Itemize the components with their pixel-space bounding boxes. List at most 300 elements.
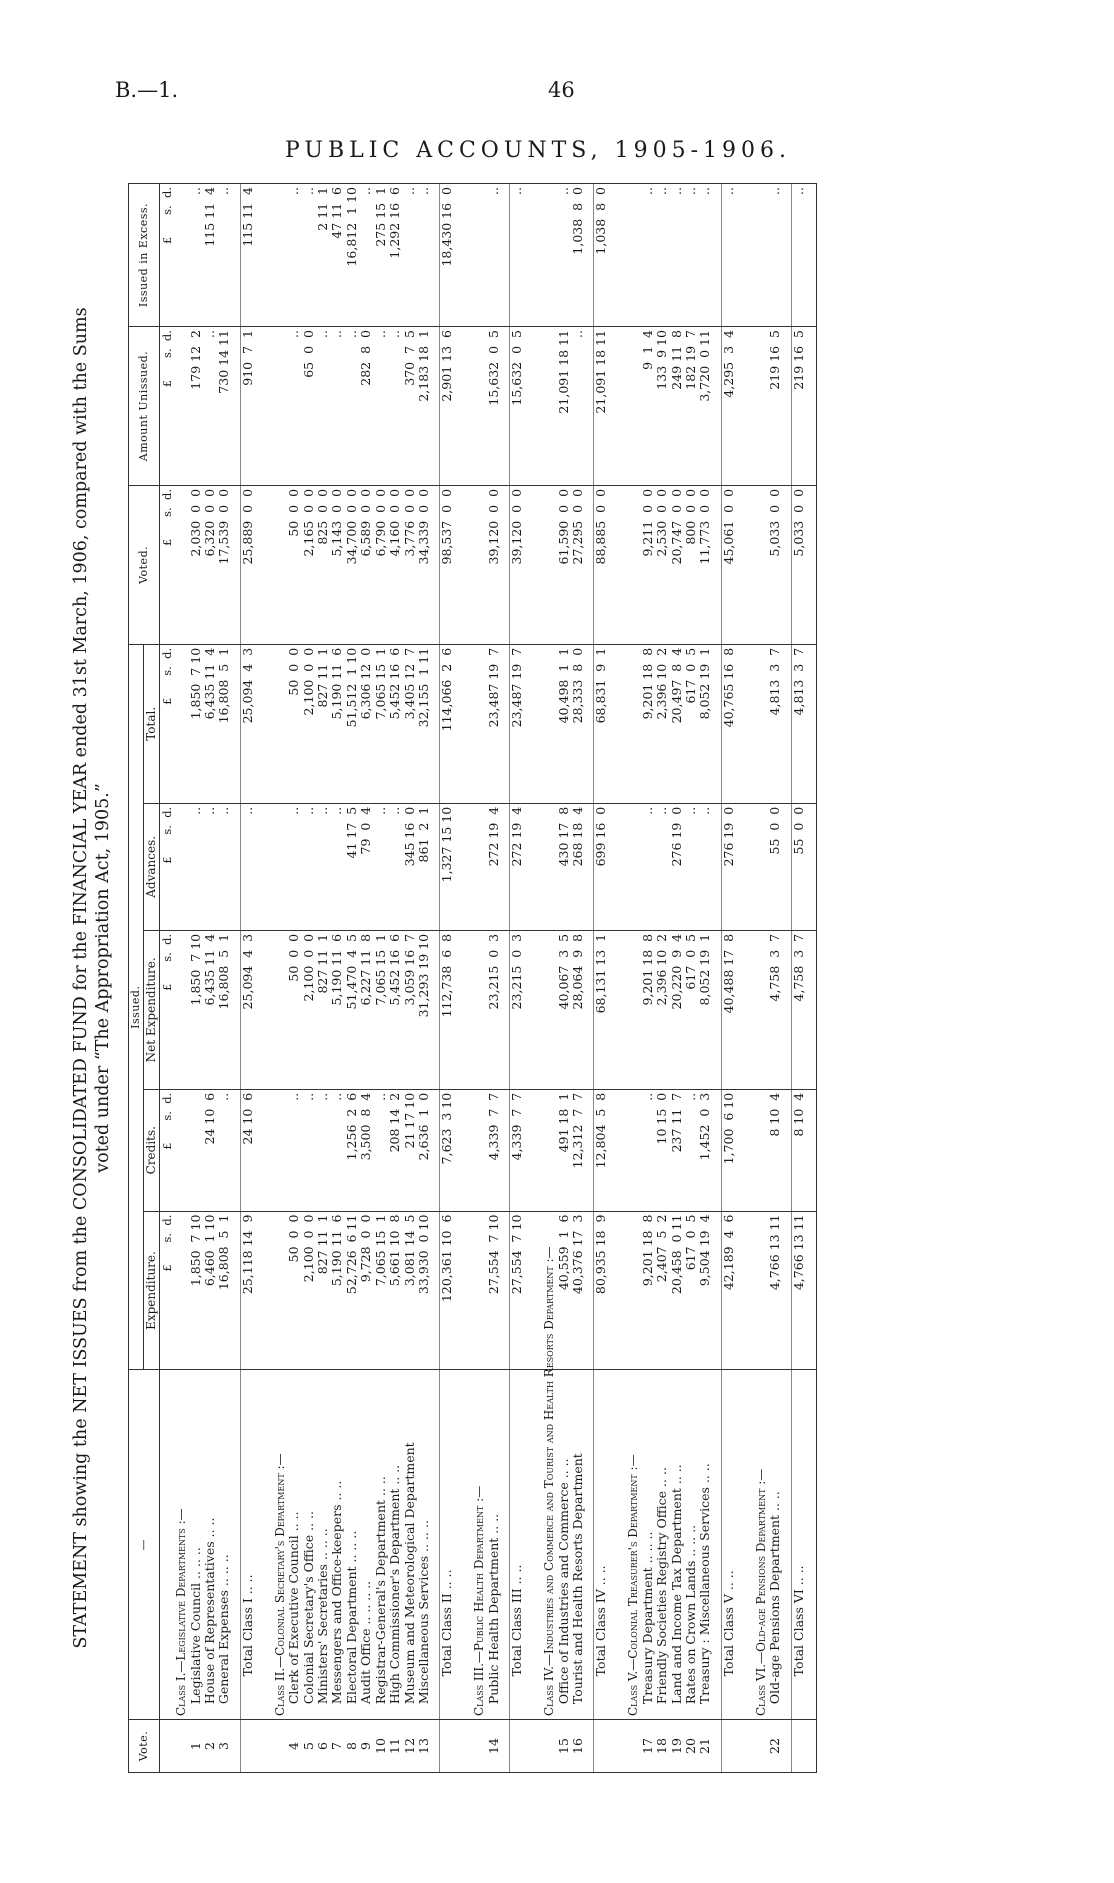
spacer-cell xyxy=(534,1370,542,1720)
amount-cell xyxy=(174,803,188,930)
vote-number: 1 xyxy=(189,1720,203,1773)
amount-total: 1,850 7 10 xyxy=(189,644,203,803)
amount-unissued: .. xyxy=(287,327,301,486)
table-row xyxy=(768,184,782,1773)
total-voted: 5,033 0 0 xyxy=(791,485,816,644)
total-exp: 4,766 13 11 xyxy=(791,1211,816,1370)
vote-cell xyxy=(754,1720,768,1773)
amount-exp: 40,559 1 6 xyxy=(557,1211,571,1370)
amount-exp: 52,726 6 11 xyxy=(345,1211,359,1370)
amount-voted: 6,320 0 0 xyxy=(203,485,217,644)
amount-cell xyxy=(472,184,486,327)
total-total: 23,487 19 7 xyxy=(510,644,535,803)
amount-net: 827 11 1 xyxy=(316,930,330,1089)
table-body xyxy=(159,184,816,1773)
class-total-row xyxy=(440,184,465,1773)
lsd-label: £ s. d. xyxy=(159,930,174,1089)
amount-cred: .. xyxy=(641,1089,655,1211)
amount-exp: 9,201 18 8 xyxy=(641,1211,655,1370)
spacer-cell xyxy=(783,803,792,930)
amount-exp: 2,100 0 0 xyxy=(302,1211,316,1370)
vote-number: 8 xyxy=(345,1720,359,1773)
amount-exp: 9,728 0 0 xyxy=(359,1211,373,1370)
amount-excess: .. xyxy=(417,184,431,327)
amount-total: 16,808 5 1 xyxy=(217,644,231,803)
spacer-cell xyxy=(265,803,273,930)
amount-voted: 5,143 0 0 xyxy=(330,485,344,644)
amount-total: 2,100 0 0 xyxy=(302,644,316,803)
caption-line-1: STATEMENT showing the NET ISSUES from the CONSOLIDATED FUND for the FINANCIAL YEAR ended 31st March, 1906, compared with the Sums xyxy=(71,307,91,1649)
spacer-row xyxy=(783,184,792,1773)
vote-description: Land and Income Tax Department .. .. xyxy=(670,1370,684,1720)
amount-total: 5,190 11 6 xyxy=(330,644,344,803)
header-unissued: Amount Unissued. xyxy=(129,327,160,486)
amount-adv: 861 2 1 xyxy=(417,803,431,930)
lsd-blank xyxy=(159,1370,174,1720)
amount-voted: 4,160 0 0 xyxy=(388,485,402,644)
amount-unissued: 65 0 0 xyxy=(302,327,316,486)
spacer-cell xyxy=(783,1211,792,1370)
total-net: 23,215 0 3 xyxy=(510,930,535,1089)
amount-exp: 40,376 17 3 xyxy=(571,1211,585,1370)
total-voted: 39,120 0 0 xyxy=(510,485,535,644)
amount-adv: 268 18 4 xyxy=(571,803,585,930)
amount-cell xyxy=(754,803,768,930)
spacer-cell xyxy=(265,1089,273,1211)
vote-number: 7 xyxy=(330,1720,344,1773)
amount-cell xyxy=(754,1089,768,1211)
amount-excess: .. xyxy=(359,184,373,327)
vote-number: 10 xyxy=(374,1720,388,1773)
amount-total: 20,497 8 4 xyxy=(670,644,684,803)
amount-cred: 208 14 2 xyxy=(388,1089,402,1211)
rotated-statement xyxy=(70,183,1050,1773)
amount-net: 6,435 11 4 xyxy=(203,930,217,1089)
amount-total: 28,333 8 0 xyxy=(571,644,585,803)
vote-description: Tourist and Health Resorts Department xyxy=(571,1370,585,1720)
amount-cred: 491 18 1 xyxy=(557,1089,571,1211)
header-vote: Vote. xyxy=(129,1720,160,1773)
amount-net: 16,808 5 1 xyxy=(217,930,231,1089)
total-unissued: 2,901 13 6 xyxy=(440,327,465,486)
header-total: Total. xyxy=(144,644,159,803)
vote-number: 21 xyxy=(698,1720,712,1773)
spacer-cell xyxy=(534,485,542,644)
spacer-cell xyxy=(618,1089,626,1211)
total-exp: 42,189 4 6 xyxy=(721,1211,746,1370)
amount-total: 7,065 15 1 xyxy=(374,644,388,803)
spacer-cell xyxy=(713,1720,722,1773)
lsd-label: £ s. d. xyxy=(159,485,174,644)
vote-description: Office of Industries and Commerce .. .. xyxy=(557,1370,571,1720)
spacer-cell xyxy=(265,1211,273,1370)
amount-total: 6,435 11 4 xyxy=(203,644,217,803)
amount-cell xyxy=(626,803,640,930)
amount-net: 4,758 3 7 xyxy=(768,930,782,1089)
amount-voted: 800 0 0 xyxy=(684,485,698,644)
spacer-cell xyxy=(265,184,273,327)
amount-voted: 2,530 0 0 xyxy=(655,485,669,644)
amount-voted: 825 0 0 xyxy=(316,485,330,644)
spacer-cell xyxy=(713,803,722,930)
amount-unissued: 730 14 11 xyxy=(217,327,231,486)
vote-cell xyxy=(626,1720,640,1773)
amount-excess: 1,038 8 0 xyxy=(571,184,585,327)
amount-cell xyxy=(472,485,486,644)
amount-adv: .. xyxy=(330,803,344,930)
total-cred: 24 10 6 xyxy=(240,1089,265,1211)
table-row xyxy=(557,184,571,1773)
amount-cell xyxy=(174,1089,188,1211)
amount-net: 9,201 18 8 xyxy=(641,930,655,1089)
amount-cell xyxy=(626,184,640,327)
amount-cell xyxy=(472,803,486,930)
total-cred: 8 10 4 xyxy=(791,1089,816,1211)
amount-net: 51,470 4 5 xyxy=(345,930,359,1089)
amount-adv: .. xyxy=(684,803,698,930)
vote-description: General Expenses .. .. .. xyxy=(217,1370,231,1720)
table-row xyxy=(655,184,669,1773)
amount-cell xyxy=(542,184,556,327)
amount-excess: .. xyxy=(670,184,684,327)
total-excess: 1,038 8 0 xyxy=(594,184,619,327)
class-heading: Class V.—Colonial Treasurer's Department :— xyxy=(626,1370,640,1720)
amount-excess: .. xyxy=(217,184,231,327)
total-cred: 1,700 6 10 xyxy=(721,1089,746,1211)
amount-exp: 2,407 5 2 xyxy=(655,1211,669,1370)
amount-total: 32,155 1 11 xyxy=(417,644,431,803)
amount-unissued: .. xyxy=(330,327,344,486)
lsd-blank xyxy=(159,1720,174,1773)
vote-description: Friendly Societies Registry Office .. .. xyxy=(655,1370,669,1720)
header-expenditure: Expenditure. xyxy=(144,1211,159,1370)
amount-voted: 20,747 0 0 xyxy=(670,485,684,644)
lsd-label: £ s. d. xyxy=(159,1089,174,1211)
amount-voted: 27,295 0 0 xyxy=(571,485,585,644)
amount-cell xyxy=(626,485,640,644)
spacer-cell xyxy=(618,1211,626,1370)
amount-net: 31,293 19 10 xyxy=(417,930,431,1089)
spacer-cell xyxy=(534,803,542,930)
amount-exp: 5,190 11 6 xyxy=(330,1211,344,1370)
vote-description: Rates on Crown Lands .. .. .. xyxy=(684,1370,698,1720)
amount-voted: 50 0 0 xyxy=(287,485,301,644)
lsd-label: £ s. d. xyxy=(159,327,174,486)
amount-adv: .. xyxy=(189,803,203,930)
class-total-label: Total Class III .. .. xyxy=(510,1370,535,1720)
spacer-cell xyxy=(618,930,626,1089)
spacer-cell xyxy=(265,930,273,1089)
amount-net: 6,227 11 8 xyxy=(359,930,373,1089)
total-exp: 120,361 10 6 xyxy=(440,1211,465,1370)
spacer-row xyxy=(618,184,626,1773)
vote-description: High Commissioner's Department .. .. xyxy=(388,1370,402,1720)
spacer-row xyxy=(746,184,754,1773)
amount-adv: 55 0 0 xyxy=(768,803,782,930)
table-row xyxy=(316,184,330,1773)
amount-cell xyxy=(626,1211,640,1370)
amount-cell xyxy=(273,184,287,327)
amount-total: 23,487 19 7 xyxy=(487,644,501,803)
class-total-label: Total Class I .. .. xyxy=(240,1370,265,1720)
spacer-cell xyxy=(501,1720,510,1773)
total-adv: 55 0 0 xyxy=(791,803,816,930)
amount-unissued: 9 1 4 xyxy=(641,327,655,486)
vote-description: Messengers and Office-keepers .. .. xyxy=(330,1370,344,1720)
vote-number: 4 xyxy=(287,1720,301,1773)
table-row xyxy=(203,184,217,1773)
amount-total: 5,452 16 6 xyxy=(388,644,402,803)
vote-description: Audit Office .. .. .. .. xyxy=(359,1370,373,1720)
spacer-cell xyxy=(431,1720,440,1773)
total-total: 114,066 2 6 xyxy=(440,644,465,803)
statement-caption xyxy=(70,183,120,1773)
vote-number: 18 xyxy=(655,1720,669,1773)
spacer-row xyxy=(464,184,472,1773)
total-total: 25,094 4 3 xyxy=(240,644,265,803)
spacer-cell xyxy=(746,485,754,644)
spacer-cell xyxy=(618,1370,626,1720)
amount-unissued: 249 11 8 xyxy=(670,327,684,486)
amount-adv: .. xyxy=(203,803,217,930)
table-row xyxy=(287,184,301,1773)
amount-voted: 6,790 0 0 xyxy=(374,485,388,644)
amount-exp: 617 0 5 xyxy=(684,1211,698,1370)
vote-cell xyxy=(791,1720,816,1773)
table-row xyxy=(217,184,231,1773)
vote-description: Ministers' Secretaries .. .. .. xyxy=(316,1370,330,1720)
amount-excess: 2 11 1 xyxy=(316,184,330,327)
class-total-label: Total Class II .. .. xyxy=(440,1370,465,1720)
amount-net: 5,452 16 6 xyxy=(388,930,402,1089)
vote-number: 17 xyxy=(641,1720,655,1773)
amount-cell xyxy=(174,485,188,644)
amount-cell xyxy=(472,1211,486,1370)
lsd-label: £ s. d. xyxy=(159,184,174,327)
total-net: 40,488 17 8 xyxy=(721,930,746,1089)
lsd-label: £ s. d. xyxy=(159,644,174,803)
amount-exp: 1,850 7 10 xyxy=(189,1211,203,1370)
spacer-cell xyxy=(464,1370,472,1720)
amount-adv: 41 17 5 xyxy=(345,803,359,930)
amount-cell xyxy=(273,1089,287,1211)
caption-line-2: voted under “The Appropriation Act, 1905.” xyxy=(93,783,113,1173)
total-cred: 7,623 3 10 xyxy=(440,1089,465,1211)
vote-cell xyxy=(440,1720,465,1773)
table-row xyxy=(374,184,388,1773)
amount-unissued: .. xyxy=(388,327,402,486)
spacer-cell xyxy=(265,485,273,644)
amount-cred: .. xyxy=(374,1089,388,1211)
spacer-cell xyxy=(265,1720,273,1773)
total-unissued: 21,091 18 11 xyxy=(594,327,619,486)
total-exp: 25,118 14 9 xyxy=(240,1211,265,1370)
total-unissued: 219 16 5 xyxy=(791,327,816,486)
spacer-row xyxy=(534,184,542,1773)
amount-exp: 9,504 19 4 xyxy=(698,1211,712,1370)
amount-unissued: 282 8 0 xyxy=(359,327,373,486)
amount-voted: 11,773 0 0 xyxy=(698,485,712,644)
spacer-cell xyxy=(783,184,792,327)
spacer-cell xyxy=(783,1370,792,1720)
amount-net: 8,052 19 1 xyxy=(698,930,712,1089)
amount-total: 51,512 1 10 xyxy=(345,644,359,803)
page-title: PUBLIC ACCOUNTS, 1905-1906. xyxy=(285,138,791,163)
spacer-cell xyxy=(783,644,792,803)
vote-number: 5 xyxy=(302,1720,316,1773)
amount-cell xyxy=(174,644,188,803)
vote-cell xyxy=(594,1720,619,1773)
amount-cell xyxy=(472,644,486,803)
amount-adv: 272 19 4 xyxy=(487,803,501,930)
amount-cell xyxy=(754,644,768,803)
amount-adv: .. xyxy=(217,803,231,930)
amount-excess: .. xyxy=(302,184,316,327)
spacer-cell xyxy=(618,1720,626,1773)
total-cred: 12,804 5 8 xyxy=(594,1089,619,1211)
total-total: 40,765 16 8 xyxy=(721,644,746,803)
amount-cell xyxy=(174,184,188,327)
total-voted: 25,889 0 0 xyxy=(240,485,265,644)
amount-cred: 24 10 6 xyxy=(203,1089,217,1211)
class-total-label: Total Class VI .. .. xyxy=(791,1370,816,1720)
spacer-cell xyxy=(464,644,472,803)
amount-excess: .. xyxy=(641,184,655,327)
vote-description: Old-age Pensions Department .. .. xyxy=(768,1370,782,1720)
amount-exp: 3,081 14 5 xyxy=(403,1211,417,1370)
spacer-row xyxy=(265,184,273,1773)
amount-excess: 1,292 16 6 xyxy=(388,184,402,327)
amount-cell xyxy=(626,327,640,486)
amount-total: 617 0 5 xyxy=(684,644,698,803)
spacer-cell xyxy=(534,644,542,803)
amount-exp: 6,460 1 10 xyxy=(203,1211,217,1370)
amount-cell xyxy=(472,327,486,486)
vote-description: Public Health Department .. .. xyxy=(487,1370,501,1720)
amount-cell xyxy=(273,1211,287,1370)
spacer-cell xyxy=(534,1720,542,1773)
amount-adv: .. xyxy=(374,803,388,930)
amount-adv: 345 16 0 xyxy=(403,803,417,930)
amount-total: 2,396 10 2 xyxy=(655,644,669,803)
total-adv: 276 19 0 xyxy=(721,803,746,930)
amount-cell xyxy=(472,1089,486,1211)
total-excess: 18,430 16 0 xyxy=(440,184,465,327)
amount-excess: .. xyxy=(287,184,301,327)
amount-adv: .. xyxy=(287,803,301,930)
amount-cred: .. xyxy=(330,1089,344,1211)
header-issued: Issued. xyxy=(129,644,144,1370)
spacer-cell xyxy=(464,327,472,486)
amount-total: 50 0 0 xyxy=(287,644,301,803)
amount-cell xyxy=(542,644,556,803)
spacer-cell xyxy=(618,803,626,930)
amount-net: 3,059 16 7 xyxy=(403,930,417,1089)
amount-voted: 61,590 0 0 xyxy=(557,485,571,644)
table-row xyxy=(698,184,712,1773)
spacer-cell xyxy=(232,1720,241,1773)
class-total-row xyxy=(510,184,535,1773)
amount-total: 40,498 1 1 xyxy=(557,644,571,803)
amount-excess: .. xyxy=(684,184,698,327)
table-row xyxy=(670,184,684,1773)
vote-cell xyxy=(273,1720,287,1773)
table-row xyxy=(302,184,316,1773)
amount-net: 5,190 11 6 xyxy=(330,930,344,1089)
spacer-cell xyxy=(618,184,626,327)
spacer-cell xyxy=(746,930,754,1089)
class-total-label: Total Class IV .. .. xyxy=(594,1370,619,1720)
spacer-cell xyxy=(585,1720,594,1773)
vote-number: 16 xyxy=(571,1720,585,1773)
class-total-row xyxy=(791,184,816,1773)
total-net: 4,758 3 7 xyxy=(791,930,816,1089)
spacer-cell xyxy=(713,485,722,644)
amount-cell xyxy=(542,485,556,644)
total-adv: 699 16 0 xyxy=(594,803,619,930)
amount-adv: .. xyxy=(641,803,655,930)
amount-cred: 3,500 8 4 xyxy=(359,1089,373,1211)
amount-excess: .. xyxy=(189,184,203,327)
class-heading: Class III.—Public Health Department :— xyxy=(472,1370,486,1720)
amount-unissued: 182 19 7 xyxy=(684,327,698,486)
total-excess: .. xyxy=(510,184,535,327)
amount-cell xyxy=(626,930,640,1089)
spacer-cell xyxy=(464,485,472,644)
amount-exp: 20,458 0 11 xyxy=(670,1211,684,1370)
vote-number: 19 xyxy=(670,1720,684,1773)
spacer-cell xyxy=(713,930,722,1089)
amount-cred: 1,256 2 6 xyxy=(345,1089,359,1211)
header-advances: Advances. xyxy=(144,803,159,930)
amount-cred xyxy=(189,1089,203,1211)
class-heading: Class IV.—Industries and Commerce and Tourist and Health Resorts Department :— xyxy=(542,1370,556,1720)
amount-exp: 7,065 15 1 xyxy=(374,1211,388,1370)
table-row xyxy=(189,184,203,1773)
vote-description: Registrar-General's Department .. .. xyxy=(374,1370,388,1720)
total-voted: 45,061 0 0 xyxy=(721,485,746,644)
amount-net: 2,100 0 0 xyxy=(302,930,316,1089)
table-row xyxy=(345,184,359,1773)
amount-cred: 8 10 4 xyxy=(768,1089,782,1211)
amount-adv: 276 19 0 xyxy=(670,803,684,930)
table-row xyxy=(359,184,373,1773)
table-row xyxy=(330,184,344,1773)
spacer-cell xyxy=(713,1211,722,1370)
spacer-cell xyxy=(746,184,754,327)
spacer-cell xyxy=(783,930,792,1089)
amount-excess: 115 11 4 xyxy=(203,184,217,327)
amount-net: 7,065 15 1 xyxy=(374,930,388,1089)
amount-cell xyxy=(754,930,768,1089)
vote-number: 22 xyxy=(768,1720,782,1773)
header-excess: Issued in Excess. xyxy=(129,184,160,327)
amount-voted: 6,589 0 0 xyxy=(359,485,373,644)
lsd-row xyxy=(159,184,174,1773)
spacer-cell xyxy=(618,485,626,644)
table-row xyxy=(403,184,417,1773)
spacer-cell xyxy=(534,184,542,327)
table-row xyxy=(641,184,655,1773)
amount-voted: 9,211 0 0 xyxy=(641,485,655,644)
amount-cred: 21 17 10 xyxy=(403,1089,417,1211)
spacer-cell xyxy=(713,327,722,486)
page-identifier: B.—1. xyxy=(115,78,179,102)
total-net: 25,094 4 3 xyxy=(240,930,265,1089)
vote-description: Colonial Secretary's Office .. .. xyxy=(302,1370,316,1720)
class-total-row xyxy=(721,184,746,1773)
class-heading-row xyxy=(754,184,768,1773)
